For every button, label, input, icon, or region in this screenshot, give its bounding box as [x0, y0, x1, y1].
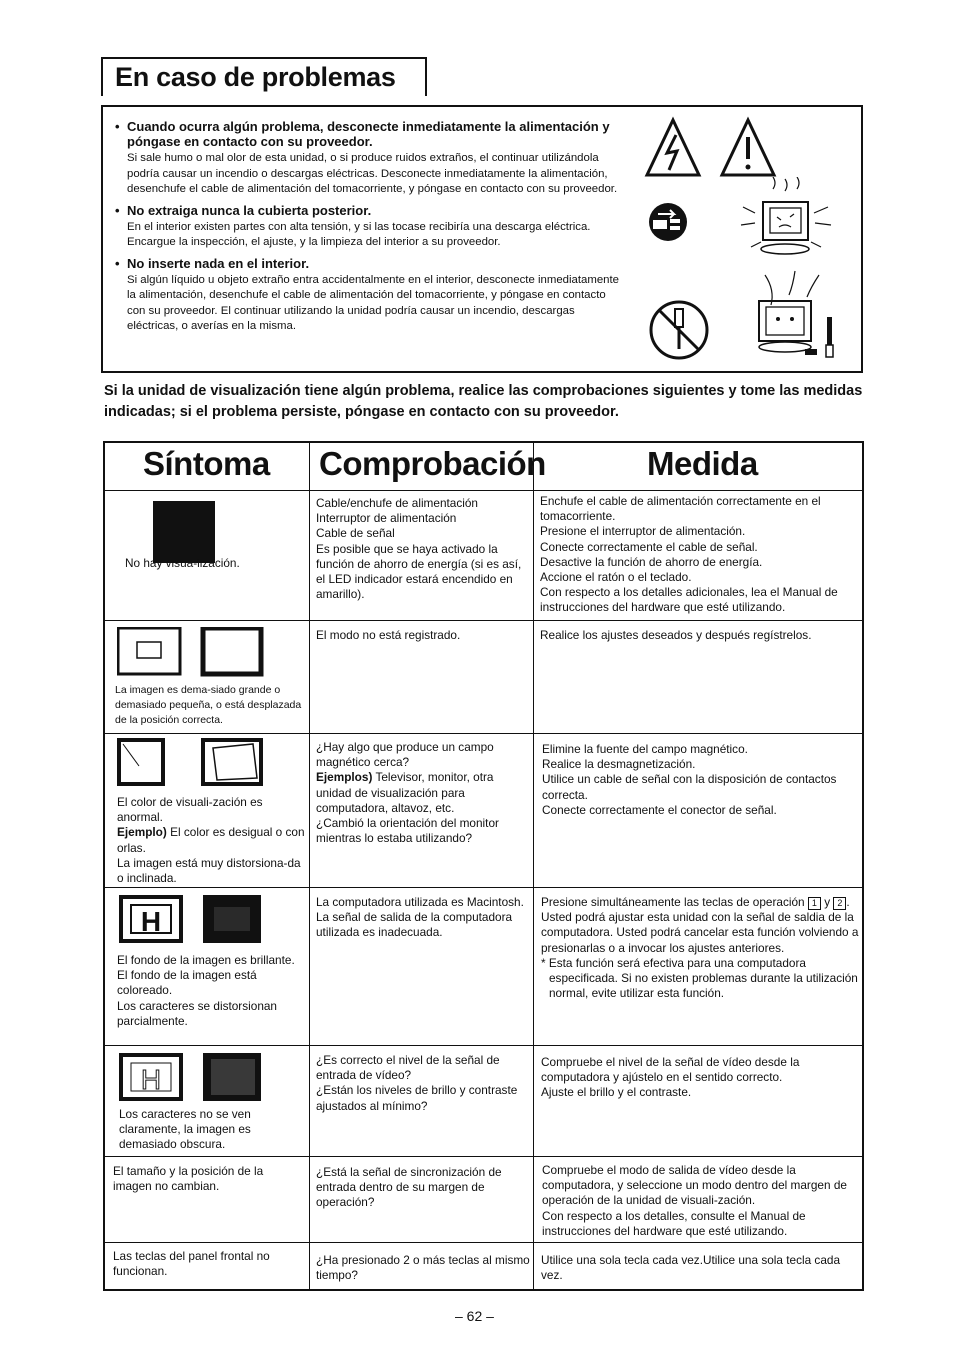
action-text: Elimine la fuente del campo magnético. Realice la desmagnetización. Utilice un cable de señal con la disposición de contactos correcta. Conecte correctamente el conector de señal. — [542, 742, 837, 817]
monitor-repair-icon — [735, 267, 847, 362]
caution-warning-icon — [722, 120, 774, 175]
warning-body: En el interior existen partes con alta tensión, y si las tocase recibiría una descarga eléctrica. Encargue la inspección, el ajuste, y la limpieza del interior a su proveedor. — [127, 220, 591, 248]
row-divider — [105, 620, 862, 621]
symptom-line — [117, 825, 307, 855]
symptom-line: El color de visuali-zación es anormal. — [117, 795, 263, 825]
examples-text: Televisor, monitor, otra unidad de visualización para computadora, altavoz, etc. — [316, 770, 494, 815]
symptom-text: Los caracteres no se ven claramente, la imagen es demasiado obscura. — [119, 1107, 251, 1152]
header-comprobacion: Comprobación — [319, 445, 546, 482]
warning-body: Si algún líquido u objeto extraño entra accidentalmente en el interior, desconecte inmediatamente la alimentación, desenchufe el cable de alimentación del tomacorriente, y póngase en contacto con su proveedor. El continuar utilizando la unidad podría causar un incendio, descargas eléctricas, o averías en la misma. — [127, 273, 620, 332]
action-text: Enchufe el cable de alimentación correctamente en el tomacorriente. Presione el interruptor de alimentación. Conecte correctamente el cable de señal. Desactive la función de ahorro de energía. Accione el ratón o el teclado. Con respecto a los detalles adicionales, lea el Manual de instrucciones del hardware que esté utilizando. — [540, 494, 838, 615]
key-1-box: 1 — [808, 897, 821, 910]
instructions-intro: Si la unidad de visualización tiene algún problema, realice las comprobaciones siguientes y tome las medidas indicadas; si el problema persiste, póngase en contacto con su proveedor. — [104, 383, 863, 420]
key-2-box: 2 — [833, 897, 846, 910]
letter-h-glyph: H — [140, 1064, 162, 1095]
no-disassembly-icon — [648, 299, 710, 361]
symptom-text: Las teclas del panel frontal no funcionan. — [113, 1249, 270, 1279]
check-text: ¿Está la señal de sincronización de entrada dentro de su margen de operación? — [316, 1165, 502, 1210]
header-sintoma: Síntoma — [143, 445, 270, 482]
action-part: . Usted podrá ajustar esta unidad con la señal de saldia de la computadora. Usted podrá cancelar esta función volviendo a presionarlas o a invocar los ajustes anteriores. — [541, 895, 859, 955]
section-title-box — [101, 57, 427, 96]
action-text — [541, 895, 859, 1001]
action-note: * Esta función será efectiva para una computadora especificada. Si no existen problemas durante la utilización normal, evite utilizar esta función. — [541, 955, 858, 1001]
page-number: – 62 – — [455, 1308, 494, 1324]
color-distortion-icon — [117, 738, 267, 788]
warning-heading: • Cuando ocurra algún problema, desconecte inmediatamente la alimentación y póngase en contacto con su proveedor. — [115, 119, 625, 149]
row-divider — [105, 733, 862, 734]
troubleshooting-table — [103, 441, 864, 1291]
action-part: y — [824, 895, 831, 909]
warning-box — [101, 105, 863, 373]
examples-label: Ejemplos) — [316, 770, 373, 785]
symptom-text — [117, 795, 307, 886]
action-text: Utilice una sola tecla cada vez.Utilice una sola tecla cada vez. — [541, 1253, 841, 1283]
row-divider — [105, 1045, 862, 1046]
action-part: Presione simultáneamente las teclas de operación — [541, 895, 805, 909]
check-text: ¿Es correcto el nivel de la señal de entrada de vídeo? ¿Están los niveles de brillo y contraste ajustados al mínimo? — [316, 1053, 518, 1113]
bright-background-icon — [119, 895, 269, 945]
letter-h-glyph: H — [140, 906, 162, 937]
action-text: Realice los ajustes deseados y después regístrelos. — [540, 628, 812, 642]
row-divider — [105, 1156, 862, 1157]
symptom-text: El fondo de la imagen es brillante. El fondo de la imagen está coloreado. Los caracteres se distorsionan parcialmente. — [117, 953, 295, 1028]
check-text — [316, 740, 528, 846]
column-divider — [533, 443, 534, 1289]
warning-heading: • No inserte nada en el interior. — [115, 256, 625, 271]
symptom-text: No hay visua-lización. — [125, 556, 240, 570]
image-size-icon — [117, 627, 267, 677]
electric-shock-warning-icon — [647, 120, 699, 175]
warning-heading: • No extraiga nunca la cubierta posterior. — [115, 203, 625, 218]
warning-body: Si sale humo o mal olor de esta unidad, o si produce ruidos extraños, el continuar utilizándola podría causar un incendio o descargas eléctricas. Desconecte inmediatamente la alimentación, desenchufe el cable de alimentación del tomacorriente, y póngase en contacto con su proveedor. — [127, 152, 618, 195]
column-divider — [309, 443, 310, 1289]
check-text: Cable/enchufe de alimentación Interruptor de alimentación Cable de señal Es posible que se haya activado la función de ahorro de energía (si es así, el LED indicador estará encendido en amarillo). — [316, 496, 522, 602]
check-line: ¿Hay algo que produce un campo magnético cerca? — [316, 740, 494, 770]
action-text: Compruebe el modo de salida de vídeo desde la computadora, y seleccione un modo dentro del margen de operación de la unidad de visuali-zación. Con respecto a los detalles, consulte el Manual de instrucciones del hardware que esté utilizando. — [542, 1163, 847, 1238]
example-label: Ejemplo) — [117, 825, 167, 840]
smoking-monitor-icon — [733, 177, 843, 267]
row-divider — [105, 490, 862, 491]
check-line — [316, 770, 528, 816]
check-text: El modo no está registrado. — [316, 628, 461, 642]
row-divider — [105, 1242, 862, 1243]
symptom-text: El tamaño y la posición de la imagen no cambian. — [113, 1164, 264, 1194]
blank-screen-icon — [153, 501, 215, 563]
check-text: ¿Ha presionado 2 o más teclas al mismo tiempo? — [316, 1253, 530, 1283]
dark-image-icon — [119, 1053, 269, 1103]
unplug-icon — [648, 202, 688, 242]
header-medida: Medida — [647, 445, 758, 482]
check-line: ¿Cambió la orientación del monitor mientras lo estaba utilizando? — [316, 816, 499, 846]
action-text: Compruebe el nivel de la señal de vídeo desde la computadora y ajústelo en el sentido correcto. Ajuste el brillo y el contraste. — [541, 1055, 800, 1100]
warning-triangles-icon — [643, 115, 793, 185]
example-text: El color es desigual o con orlas. — [117, 825, 305, 855]
row-divider — [105, 887, 862, 888]
warning-text — [115, 119, 625, 340]
symptom-text: La imagen es dema-siado grande o demasiado pequeña, o está desplazada de la posición correcta. — [115, 684, 302, 726]
symptom-line: La imagen está muy distorsiona-da o inclinada. — [117, 855, 301, 886]
action-paragraph — [541, 895, 859, 956]
check-text: La computadora utilizada es Macintosh. La señal de salida de la computadora utilizada es inadecuada. — [316, 895, 524, 940]
page-title: En caso de problemas — [115, 62, 396, 92]
